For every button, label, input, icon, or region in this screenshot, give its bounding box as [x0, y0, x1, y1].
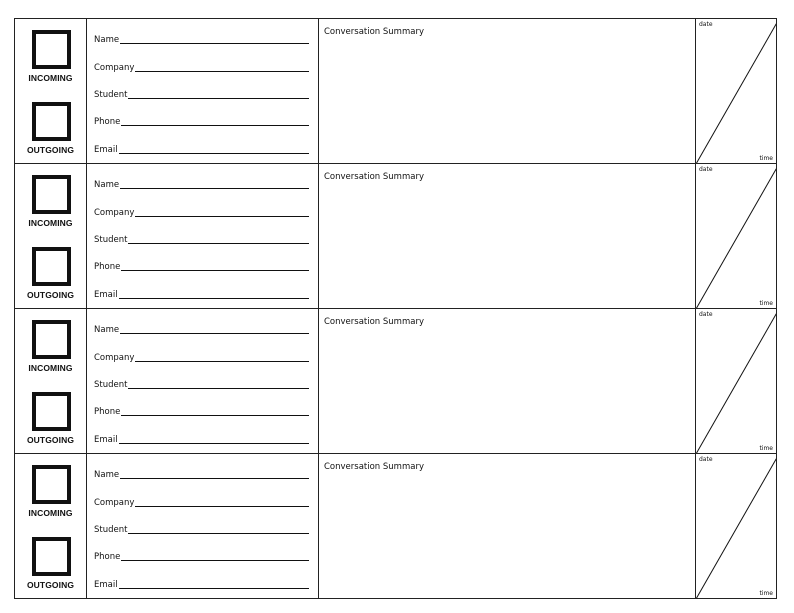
time-label: time: [759, 300, 773, 307]
phone-field[interactable]: [94, 258, 309, 272]
email-label: Email: [94, 580, 118, 590]
diagonal-divider: [696, 19, 776, 163]
diagonal-divider: [696, 454, 776, 598]
email-line[interactable]: [119, 298, 309, 299]
summary-label: Conversation Summary: [324, 462, 424, 472]
name-line[interactable]: [120, 478, 309, 479]
outgoing-label: OUTGOING: [26, 435, 75, 445]
date-label: date: [699, 456, 713, 463]
name-line[interactable]: [120, 188, 309, 189]
outgoing-checkbox[interactable]: [32, 102, 71, 141]
company-label: Company: [94, 353, 135, 363]
name-label: Name: [94, 35, 120, 45]
phone-line[interactable]: [121, 270, 309, 271]
summary-label: Conversation Summary: [324, 27, 424, 37]
email-field[interactable]: [94, 141, 309, 155]
date-time-cell[interactable]: [696, 164, 776, 308]
company-line[interactable]: [135, 506, 309, 507]
student-field[interactable]: [94, 376, 309, 390]
email-label: Email: [94, 435, 118, 445]
incoming-label: INCOMING: [28, 363, 73, 373]
name-label: Name: [94, 325, 120, 335]
call-entry: [14, 453, 777, 599]
date-label: date: [699, 166, 713, 173]
student-line[interactable]: [128, 243, 309, 244]
incoming-label: INCOMING: [28, 73, 73, 83]
phone-line[interactable]: [121, 415, 309, 416]
email-field[interactable]: [94, 431, 309, 445]
name-field[interactable]: [94, 31, 309, 45]
student-label: Student: [94, 380, 128, 390]
phone-label: Phone: [94, 117, 121, 127]
incoming-checkbox[interactable]: [32, 320, 71, 359]
summary-label: Conversation Summary: [324, 317, 424, 327]
company-line[interactable]: [135, 216, 309, 217]
contact-fields: [87, 309, 319, 453]
student-field[interactable]: [94, 231, 309, 245]
contact-fields: [87, 454, 319, 598]
date-label: date: [699, 21, 713, 28]
outgoing-label: OUTGOING: [26, 145, 75, 155]
student-line[interactable]: [128, 533, 309, 534]
company-field[interactable]: [94, 204, 309, 218]
call-log-form: [14, 18, 777, 599]
phone-label: Phone: [94, 407, 121, 417]
phone-line[interactable]: [121, 560, 309, 561]
conversation-summary-area[interactable]: [319, 19, 696, 163]
outgoing-checkbox[interactable]: [32, 537, 71, 576]
company-label: Company: [94, 63, 135, 73]
direction-column: [15, 309, 87, 453]
company-field[interactable]: [94, 59, 309, 73]
incoming-checkbox[interactable]: [32, 30, 71, 69]
time-label: time: [759, 445, 773, 452]
date-time-cell[interactable]: [696, 309, 776, 453]
name-line[interactable]: [120, 43, 309, 44]
outgoing-label: OUTGOING: [26, 580, 75, 590]
date-label: date: [699, 311, 713, 318]
call-entry: [14, 308, 777, 453]
contact-fields: [87, 19, 319, 163]
diagonal-divider: [696, 164, 776, 308]
student-field[interactable]: [94, 86, 309, 100]
incoming-label: INCOMING: [28, 508, 73, 518]
company-line[interactable]: [135, 361, 309, 362]
phone-label: Phone: [94, 552, 121, 562]
student-line[interactable]: [128, 98, 309, 99]
company-label: Company: [94, 208, 135, 218]
student-label: Student: [94, 90, 128, 100]
incoming-label: INCOMING: [28, 218, 73, 228]
phone-field[interactable]: [94, 113, 309, 127]
company-label: Company: [94, 498, 135, 508]
student-label: Student: [94, 235, 128, 245]
name-field[interactable]: [94, 321, 309, 335]
contact-fields: [87, 164, 319, 308]
company-field[interactable]: [94, 349, 309, 363]
outgoing-checkbox[interactable]: [32, 392, 71, 431]
phone-field[interactable]: [94, 403, 309, 417]
student-label: Student: [94, 525, 128, 535]
name-field[interactable]: [94, 466, 309, 480]
company-field[interactable]: [94, 494, 309, 508]
email-line[interactable]: [119, 153, 309, 154]
diagonal-divider: [696, 309, 776, 453]
student-line[interactable]: [128, 388, 309, 389]
incoming-checkbox[interactable]: [32, 175, 71, 214]
direction-column: [15, 454, 87, 598]
name-label: Name: [94, 180, 120, 190]
name-line[interactable]: [120, 333, 309, 334]
phone-label: Phone: [94, 262, 121, 272]
email-label: Email: [94, 145, 118, 155]
phone-line[interactable]: [121, 125, 309, 126]
call-entry: [14, 163, 777, 308]
name-label: Name: [94, 470, 120, 480]
date-time-cell[interactable]: [696, 454, 776, 598]
direction-column: [15, 164, 87, 308]
outgoing-checkbox[interactable]: [32, 247, 71, 286]
student-field[interactable]: [94, 521, 309, 535]
email-label: Email: [94, 290, 118, 300]
call-entry: [14, 18, 777, 163]
outgoing-label: OUTGOING: [26, 290, 75, 300]
conversation-summary-area[interactable]: [319, 454, 696, 598]
date-time-cell[interactable]: [696, 19, 776, 163]
direction-column: [15, 19, 87, 163]
incoming-checkbox[interactable]: [32, 465, 71, 504]
summary-label: Conversation Summary: [324, 172, 424, 182]
email-line[interactable]: [119, 443, 309, 444]
conversation-summary-area[interactable]: [319, 164, 696, 308]
email-field[interactable]: [94, 286, 309, 300]
name-field[interactable]: [94, 176, 309, 190]
company-line[interactable]: [135, 71, 309, 72]
email-field[interactable]: [94, 576, 309, 590]
email-line[interactable]: [119, 588, 309, 589]
time-label: time: [759, 155, 773, 162]
conversation-summary-area[interactable]: [319, 309, 696, 453]
phone-field[interactable]: [94, 548, 309, 562]
time-label: time: [759, 590, 773, 597]
